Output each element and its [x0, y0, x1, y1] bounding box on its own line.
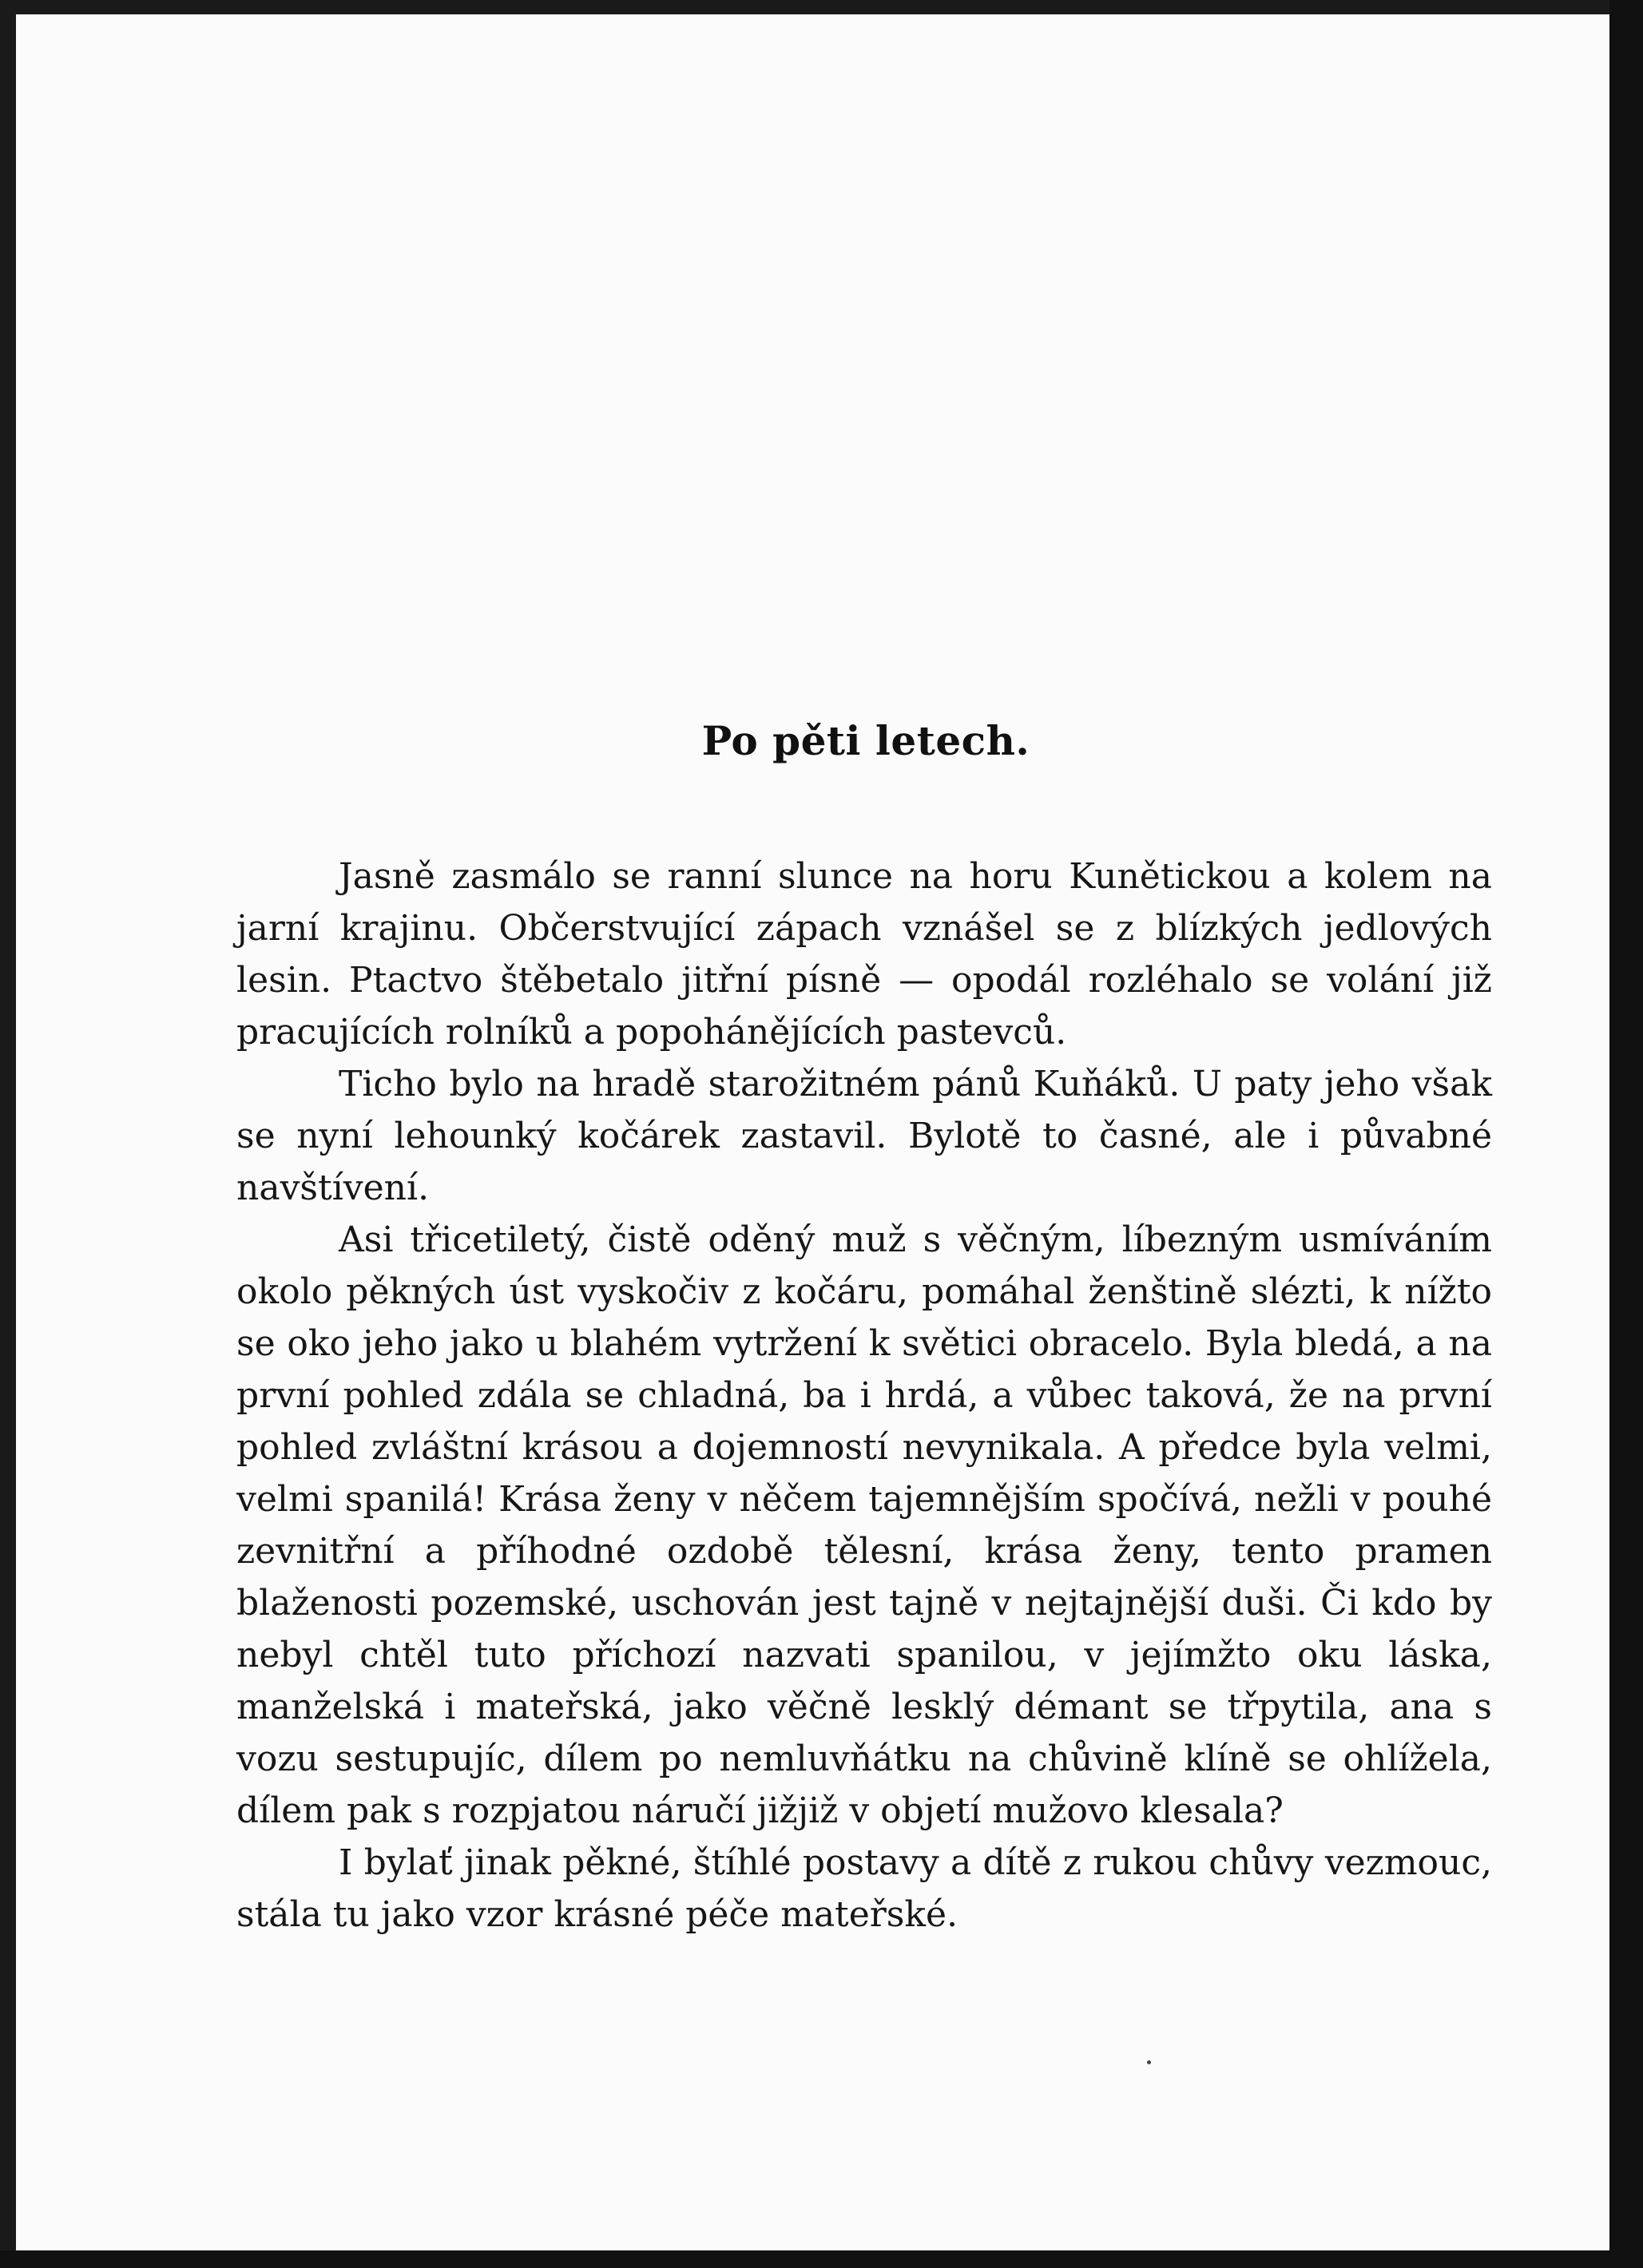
scan-border-right [1609, 0, 1643, 2268]
chapter-body [236, 850, 1492, 1941]
paragraph-4: I bylať jinak pěkné, štíhlé postavy a dítě z rukou chůvy vezmouc, stála tu jako vzor krásné péče mateřské. [236, 1842, 1492, 1935]
scan-border-bottom [0, 2250, 1643, 2268]
paragraph-3: Asi třicetiletý, čistě oděný muž s věčným, líbezným usmíváním okolo pěkných úst vyskočiv z kočáru, pomáhal ženštině slézti, k nížto se oko jeho jako u blahém vytržení k světici obracelo. Byla bledá, a na první pohled zdála se chladná, ba i hrdá, a vůbec taková, že na první pohled zvláštní krásou a dojemností nevynikala. A předce byla velmi, velmi spanilá! Krása ženy v něčem tajemnějším spočívá, nežli v pouhé zevnitřní a příhodné ozdobě tělesní, krása ženy, tento pramen blaženosti pozemské, uschován jest tajně v nejtajnější duši. Či kdo by nebyl chtěl tuto příchozí nazvati spanilou, v jejímžto oku láska, manželská i mateřská, jako věčně lesklý démant se třpytila, ana s vozu sestupujíc, dílem po nemluvňátku na chůvině klíně se ohlížela, dílem pak s rozpjatou náručí jižjiž v objetí mužovo klesala? [236, 1219, 1492, 1831]
print-speck [1147, 2060, 1151, 2064]
paragraph-2: Ticho bylo na hradě starožitném pánů Kuňáků. U paty jeho však se nyní lehounký kočárek zastavil. Bylotě to časné, ale i půvabné navštívení. [236, 1064, 1492, 1208]
chapter-title: Po pěti letech. [701, 717, 1030, 764]
paragraph-1: Jasně zasmálo se ranní slunce na horu Kunětickou a kolem na jarní krajinu. Občerstvující zápach vznášel se z blízkých jedlových lesin. Ptactvo štěbetalo jitřní písně — opodál rozléhalo se volání již pracujících rolníků a popohánějících pastevců. [236, 856, 1492, 1053]
